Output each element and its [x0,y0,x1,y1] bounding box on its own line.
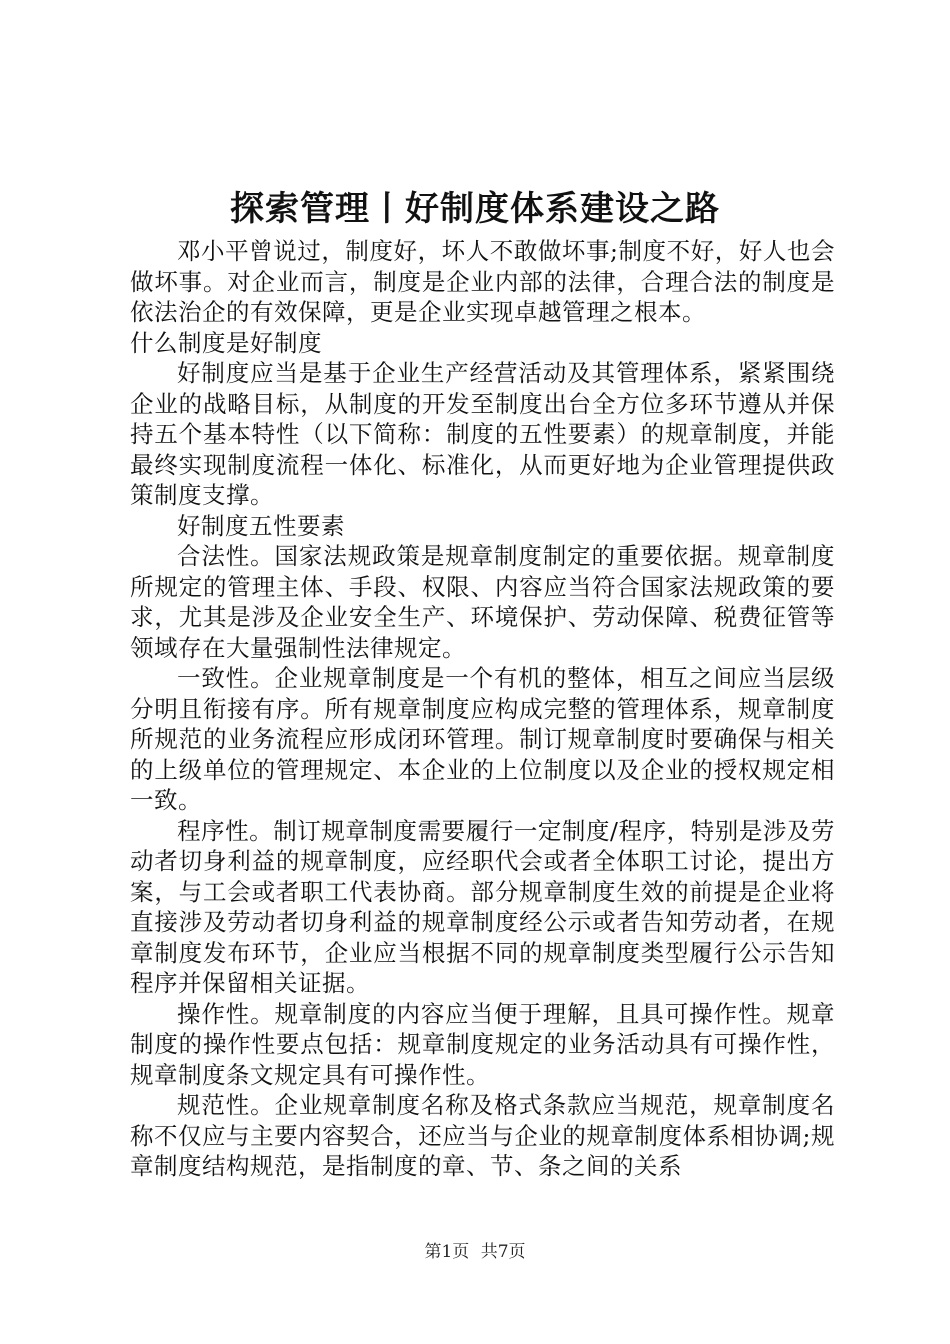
paragraph-operability: 操作性。规章制度的内容应当便于理解，且具可操作性。规章制度的操作性要点包括：规章制度规定的业务活动具有可操作性，规章制度条文规定具有可操作性。 [130,999,835,1089]
section-heading-good-system: 什么制度是好制度 [130,328,322,357]
paragraph-intro: 邓小平曾说过，制度好，坏人不敢做坏事;制度不好，好人也会做坏事。对企业而言，制度是企业内部的法律，合理合法的制度是依法治企的有效保障，更是企业实现卓越管理之根本。 [130,237,835,326]
page-footer [0,1240,950,1264]
section-heading-five-elements: 好制度五性要素 [177,511,345,540]
page-total: 共7页 [480,1242,526,1262]
paragraph-definition: 好制度应当是基于企业生产经营活动及其管理体系，紧紧围绕企业的战略目标，从制度的开发至制度出台全方位多环节遵从并保持五个基本特性（以下简称：制度的五性要素）的规章制度，并能最终实现制度流程一体化、标准化，从而更好地为企业管理提供政策制度支撑。 [130,359,835,509]
paragraph-standardization: 规范性。企业规章制度名称及格式条款应当规范，规章制度名称不仅应与主要内容契合，还应当与企业的规章制度体系相协调;规章制度结构规范，是指制度的章、节、条之间的关系 [130,1091,835,1180]
page-number: 第1页 [424,1242,470,1262]
paragraph-legality: 合法性。国家法规政策是规章制度制定的重要依据。规章制度所规定的管理主体、手段、权限、内容应当符合国家法规政策的要求，尤其是涉及企业安全生产、环境保护、劳动保障、税费征管等领域存在大量强制性法律规定。 [130,542,835,662]
document-title: 探索管理丨好制度体系建设之路 [230,189,720,229]
paragraph-procedure: 程序性。制订规章制度需要履行一定制度/程序，特别是涉及劳动者切身利益的规章制度，应经职代会或者全体职工讨论，提出方案，与工会或者职工代表协商。部分规章制度生效的前提是企业将直接涉及劳动者切身利益的规章制度经公示或者告知劳动者，在规章制度发布环节，企业应当根据不同的规章制度类型履行公示告知程序并保留相关证据。 [130,816,835,997]
document-body [130,236,835,1182]
paragraph-consistency: 一致性。企业规章制度是一个有机的整体，相互之间应当层级分明且衔接有序。所有规章制度应构成完整的管理体系，规章制度所规范的业务流程应形成闭环管理。制订规章制度时要确保与相关的上级单位的管理规定、本企业的上位制度以及企业的授权规定相一致。 [130,664,835,814]
